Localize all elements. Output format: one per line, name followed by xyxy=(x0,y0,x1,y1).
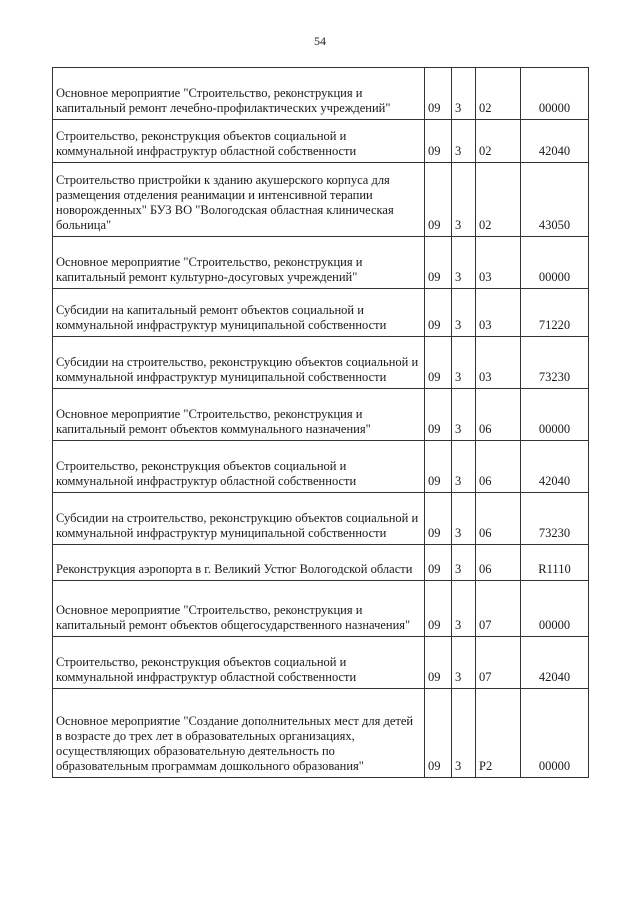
row-code-1: 09 xyxy=(425,493,452,545)
table-row xyxy=(53,237,589,289)
row-code-3: 03 xyxy=(476,237,521,289)
row-code-2: 3 xyxy=(452,337,476,389)
row-name: Строительство, реконструкция объектов социальной и коммунальной инфраструктур областной собственности xyxy=(53,637,425,689)
row-code-4: 00000 xyxy=(521,581,589,637)
table-row xyxy=(53,68,589,120)
table-row xyxy=(53,637,589,689)
row-code-1: 09 xyxy=(425,68,452,120)
row-code-1: 09 xyxy=(425,545,452,581)
row-code-3: 03 xyxy=(476,337,521,389)
budget-table-body xyxy=(53,68,589,778)
row-code-3: 03 xyxy=(476,289,521,337)
row-code-2: 3 xyxy=(452,68,476,120)
table-row xyxy=(53,581,589,637)
row-code-2: 3 xyxy=(452,545,476,581)
row-code-4: 73230 xyxy=(521,337,589,389)
row-code-4: 42040 xyxy=(521,441,589,493)
row-code-3: 02 xyxy=(476,163,521,237)
row-code-4: 42040 xyxy=(521,120,589,163)
row-code-4: 43050 xyxy=(521,163,589,237)
row-code-3: 07 xyxy=(476,637,521,689)
page-number: 54 xyxy=(314,34,326,48)
row-name: Строительство пристройки к зданию акушерского корпуса для размещения отделения реанимации и интенсивной терапии новорожденных" БУЗ ВО "Вологодская областная клиническая больница" xyxy=(53,163,425,237)
row-code-1: 09 xyxy=(425,163,452,237)
budget-table xyxy=(52,67,589,778)
table-row xyxy=(53,120,589,163)
row-code-4: 00000 xyxy=(521,389,589,441)
row-code-2: 3 xyxy=(452,389,476,441)
row-code-4: R1110 xyxy=(521,545,589,581)
row-code-4: 42040 xyxy=(521,637,589,689)
row-name: Субсидии на строительство, реконструкцию объектов социальной и коммунальной инфраструктур муниципальной собственности xyxy=(53,337,425,389)
row-name: Субсидии на капитальный ремонт объектов социальной и коммунальной инфраструктур муниципальной собственности xyxy=(53,289,425,337)
table-row xyxy=(53,441,589,493)
table-row xyxy=(53,337,589,389)
row-code-2: 3 xyxy=(452,163,476,237)
row-name: Основное мероприятие "Строительство, реконструкция и капитальный ремонт лечебно-профилактических учреждений" xyxy=(53,68,425,120)
row-code-1: 09 xyxy=(425,389,452,441)
row-code-2: 3 xyxy=(452,237,476,289)
row-code-4: 71220 xyxy=(521,289,589,337)
row-code-1: 09 xyxy=(425,289,452,337)
row-code-2: 3 xyxy=(452,441,476,493)
table-row xyxy=(53,689,589,778)
row-code-2: 3 xyxy=(452,581,476,637)
row-code-3: 02 xyxy=(476,120,521,163)
row-code-4: 00000 xyxy=(521,68,589,120)
row-code-4: 00000 xyxy=(521,237,589,289)
row-name: Основное мероприятие "Создание дополнительных мест для детей в возрасте до трех лет в образовательных организациях, осуществляющих образовательную деятельность по образовательным программам дошкольного образования" xyxy=(53,689,425,778)
table-row xyxy=(53,289,589,337)
row-code-3: 06 xyxy=(476,545,521,581)
row-code-3: 07 xyxy=(476,581,521,637)
table-row xyxy=(53,389,589,441)
row-code-2: 3 xyxy=(452,637,476,689)
table-row xyxy=(53,545,589,581)
row-name: Основное мероприятие "Строительство, реконструкция и капитальный ремонт объектов общегосударственного назначения" xyxy=(53,581,425,637)
row-name: Основное мероприятие "Строительство, реконструкция и капитальный ремонт объектов коммунального назначения" xyxy=(53,389,425,441)
row-code-4: 00000 xyxy=(521,689,589,778)
row-name: Основное мероприятие "Строительство, реконструкция и капитальный ремонт культурно-досуговых учреждений" xyxy=(53,237,425,289)
row-code-4: 73230 xyxy=(521,493,589,545)
row-code-3: P2 xyxy=(476,689,521,778)
row-name: Реконструкция аэропорта в г. Великий Устюг Вологодской области xyxy=(53,545,425,581)
row-code-2: 3 xyxy=(452,493,476,545)
row-code-1: 09 xyxy=(425,337,452,389)
row-code-2: 3 xyxy=(452,689,476,778)
row-code-1: 09 xyxy=(425,441,452,493)
row-name: Строительство, реконструкция объектов социальной и коммунальной инфраструктур областной собственности xyxy=(53,120,425,163)
row-code-2: 3 xyxy=(452,289,476,337)
row-code-1: 09 xyxy=(425,120,452,163)
table-row xyxy=(53,493,589,545)
row-code-1: 09 xyxy=(425,237,452,289)
row-code-1: 09 xyxy=(425,689,452,778)
table-row xyxy=(53,163,589,237)
row-code-1: 09 xyxy=(425,581,452,637)
row-code-3: 06 xyxy=(476,441,521,493)
row-name: Строительство, реконструкция объектов социальной и коммунальной инфраструктур областной собственности xyxy=(53,441,425,493)
row-code-1: 09 xyxy=(425,637,452,689)
row-code-3: 06 xyxy=(476,389,521,441)
row-code-3: 06 xyxy=(476,493,521,545)
row-code-2: 3 xyxy=(452,120,476,163)
row-code-3: 02 xyxy=(476,68,521,120)
row-name: Субсидии на строительство, реконструкцию объектов социальной и коммунальной инфраструктур муниципальной собственности xyxy=(53,493,425,545)
